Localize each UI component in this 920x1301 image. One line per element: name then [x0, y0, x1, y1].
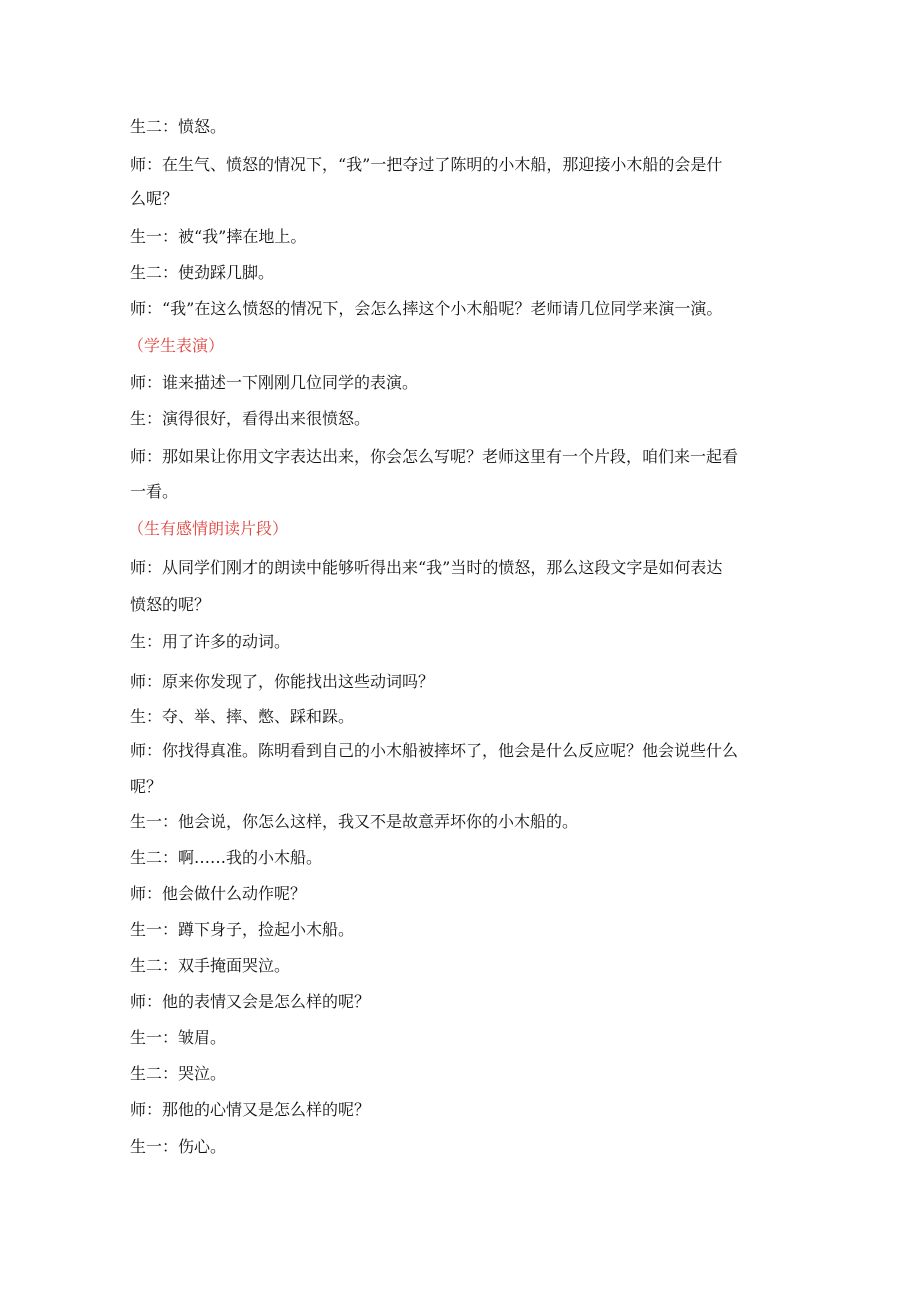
dialogue-line: 愤怒的呢？ [130, 595, 211, 614]
dialogue-line: 生一：他会说，你怎么这样，我又不是故意弄坏你的小木船的。 [130, 812, 579, 831]
dialogue-line: 师：他的表情又会是怎么样的呢？ [130, 992, 371, 1011]
dialogue-line: 师：那他的心情又是怎么样的呢？ [130, 1100, 371, 1119]
dialogue-line: 生一：蹲下身子，捡起小木船。 [130, 920, 355, 939]
dialogue-line: 生二：哭泣。 [130, 1064, 227, 1083]
dialogue-line: 师：“我”在这么愤怒的情况下，会怎么摔这个小木船呢？老师请几位同学来演一演。 [130, 299, 723, 318]
dialogue-line: 生一：皱眉。 [130, 1028, 227, 1047]
dialogue-line: 生二：使劲踩几脚。 [130, 263, 275, 282]
dialogue-line: 生二：双手掩面哭泣。 [130, 956, 291, 975]
dialogue-line: 生一：伤心。 [130, 1137, 227, 1156]
stage-direction: （学生表演） [128, 336, 225, 355]
dialogue-line: 生：夺、举、摔、憋、踩和跺。 [130, 707, 355, 726]
dialogue-line: 师：谁来描述一下刚刚几位同学的表演。 [130, 373, 419, 392]
dialogue-line: 师：原来你发现了，你能找出这些动词吗？ [130, 672, 435, 691]
stage-direction: （生有感情朗读片段） [128, 519, 289, 538]
dialogue-line: 师：他会做什么动作呢？ [130, 884, 307, 903]
dialogue-line: 生：用了许多的动词。 [130, 632, 291, 651]
dialogue-line: 呢？ [130, 777, 163, 796]
dialogue-line: 生：演得很好，看得出来很愤怒。 [130, 409, 371, 428]
dialogue-line: 生二：愤怒。 [130, 117, 227, 136]
dialogue-line: 师：从同学们刚才的朗读中能够听得出来“我”当时的愤怒，那么这段文字是如何表达 [130, 558, 723, 577]
dialogue-line: 么呢？ [130, 189, 179, 208]
dialogue-line: 师：那如果让你用文字表达出来，你会怎么写呢？老师这里有一个片段，咱们来一起看 [130, 447, 739, 466]
dialogue-line: 师：你找得真准。陈明看到自己的小木船被摔坏了，他会是什么反应呢？他会说些什么 [130, 741, 739, 760]
dialogue-line: 一看。 [130, 482, 179, 501]
dialogue-line: 生一：被“我”摔在地上。 [130, 227, 307, 246]
dialogue-line: 师：在生气、愤怒的情况下，“我”一把夺过了陈明的小木船，那迎接小木船的会是什 [130, 155, 723, 174]
dialogue-line: 生二：啊……我的小木船。 [130, 848, 323, 867]
